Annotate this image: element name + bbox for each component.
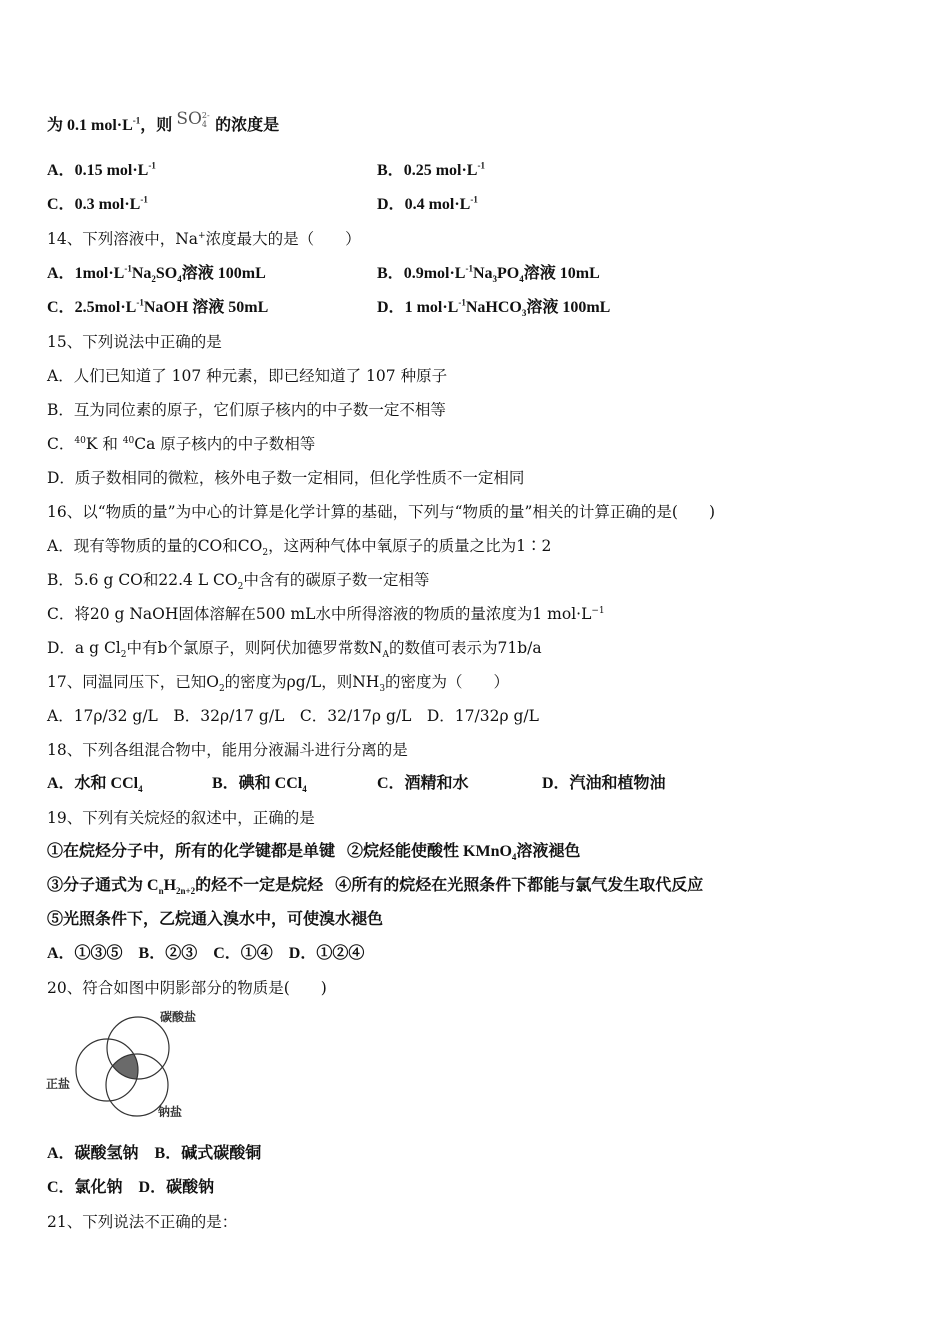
q17-stem: 17、同温同压下，已知$O_2$的密度为ρg/L，则$NH_3$的密度为（ ） — [47, 673, 510, 695]
q19-statements-3-4: ③分子通式为 $C_nH_{2n+2}$的烃不一定是烷烃 ④所有的烷烃在光照条件下都能与氯气发生取代反应 — [47, 877, 704, 897]
q19-options[interactable]: A．①③⑤ B．②③ C．①④ D．①②④ — [47, 945, 365, 962]
q14-stem: 14、下列溶液中，Na+浓度最大的是（ ） — [47, 230, 361, 248]
q16-option-d[interactable]: D．a g $Cl_2$中有b个氯原子，则阿伏加德罗常数$N_A$的数值可表示为71b/a — [47, 639, 542, 661]
venn-diagram — [44, 1008, 204, 1123]
q18-stem: 18、下列各组混合物中，能用分液漏斗进行分离的是 — [47, 741, 408, 759]
q19-statements-1-2: ①在烷烃分子中，所有的化学键都是单键 ②烷烃能使酸性 KMnO$_4$溶液褪色 — [47, 843, 581, 863]
label-carbonate: 碳酸盐 — [160, 1010, 197, 1024]
q15-option-a[interactable]: A．人们已知道了 107 种元素，即已经知道了 107 种原子 — [47, 367, 448, 385]
q16-option-b[interactable]: B．5.6 g CO和22.4 L $CO_2$中含有的碳原子数一定相等 — [47, 571, 430, 593]
label-sodium-salt: 钠盐 — [158, 1105, 183, 1119]
q16-stem: 16、以“物质的量”为中心的计算是化学计算的基础，下列与“物质的量”相关的计算正确的是( ) — [47, 503, 716, 521]
q18-option-c[interactable]: C．酒精和水 — [377, 775, 469, 792]
q15-option-b[interactable]: B．互为同位素的原子，它们原子核内的中子数一定不相等 — [47, 401, 446, 419]
q17-options[interactable]: A．17ρ/32 g/L B．32ρ/17 g/L C．32/17ρ g/L D．17/32ρ g/L — [47, 707, 539, 725]
q19-statement-5: ⑤光照条件下，乙烷通入溴水中，可使溴水褪色 — [47, 911, 384, 928]
q13-option-a[interactable]: A．0.15 $mol\cdot L^{-1}$ — [47, 160, 156, 179]
label-normal-salt: 正盐 — [46, 1077, 71, 1091]
q15-stem: 15、下列说法中正确的是 — [47, 333, 222, 351]
q20-options-cd[interactable]: C．氯化钠 D．碳酸钠 — [47, 1179, 215, 1196]
q20-stem: 20、符合如图中阴影部分的物质是( ) — [47, 979, 327, 997]
q18-option-b[interactable]: B．碘和 CCl$_4$ — [212, 775, 307, 795]
q13-stem: 为 0.1 $mol\cdot L^{-1}$，则 SO 2- 4 的浓度是 — [47, 109, 280, 134]
q14-option-d[interactable]: D．1 $mol\cdot L^{-1}NaHCO_3$溶液 100mL — [377, 297, 611, 319]
q21-stem: 21、下列说法不正确的是： — [47, 1213, 238, 1231]
q18-option-a[interactable]: A．水和 CCl$_4$ — [47, 775, 143, 795]
q18-option-d[interactable]: D．汽油和植物油 — [542, 775, 666, 792]
q13-option-c[interactable]: C．0.3 $mol\cdot L^{-1}$ — [47, 194, 148, 213]
q14-option-a[interactable]: A．$1mol\cdot L^{-1}Na_2SO_4$溶液 100mL — [47, 263, 266, 285]
q14-option-c[interactable]: C．$2.5mol\cdot L^{-1}NaOH$ 溶液 50mL — [47, 297, 269, 316]
sulfate-ion: SO 2- 4 — [176, 109, 210, 129]
q14-option-b[interactable]: B．$0.9mol\cdot L^{-1}Na_3PO_4$溶液 10mL — [377, 263, 600, 285]
q15-option-c[interactable]: C．$^{40}$K 和 $^{40}$Ca 原子核内的中子数相等 — [47, 435, 316, 453]
q16-option-c[interactable]: C．将20 g NaOH固体溶解在500 mL水中所得溶液的物质的量浓度为1 $mol\cdot L^{-1}$ — [47, 605, 605, 623]
q15-option-d[interactable]: D．质子数相同的微粒，核外电子数一定相同，但化学性质不一定相同 — [47, 469, 525, 487]
q19-stem: 19、下列有关烷烃的叙述中，正确的是 — [47, 809, 315, 827]
q20-options-ab[interactable]: A．碳酸氢钠 B．碱式碳酸铜 — [47, 1145, 262, 1162]
q13-option-b[interactable]: B．0.25 $mol\cdot L^{-1}$ — [377, 160, 485, 179]
q16-option-a[interactable]: A．现有等物质的量的CO和$CO_2$，这两种气体中氧原子的质量之比为1∶2 — [47, 537, 552, 559]
q13-option-d[interactable]: D．0.4 $mol\cdot L^{-1}$ — [377, 194, 478, 213]
